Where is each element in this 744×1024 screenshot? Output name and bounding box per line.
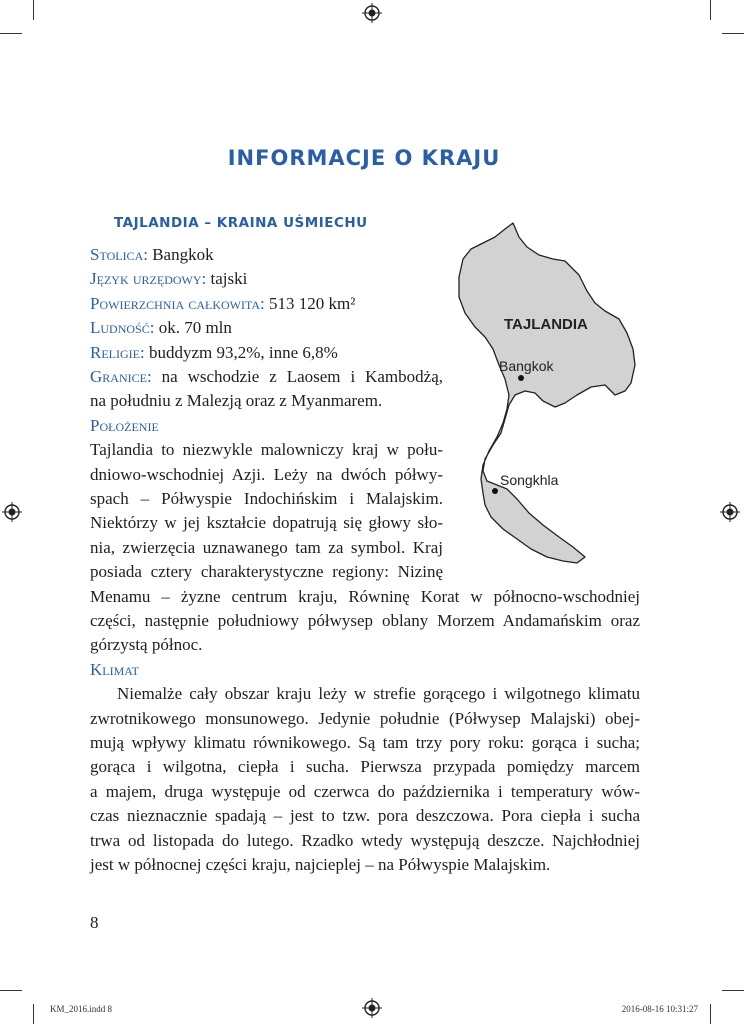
crop-mark-bottom-right-h (722, 990, 744, 991)
fact-religion (90, 341, 338, 365)
paragraph-line: gorąca i wilgotna, ciepła i sucha. Pierwsza przypada pomiędzy marcem (90, 757, 640, 777)
slug-timestamp: 2016-08-16 10:31:27 (621, 1004, 698, 1014)
page-number: 8 (90, 913, 99, 932)
fact-label: Powierzchnia całkowita: (90, 293, 265, 313)
fact-label: Granice: (90, 367, 152, 386)
map-city-label-songkhla: Songkhla (500, 472, 559, 488)
fact-language (90, 267, 247, 291)
fact-borders (90, 365, 443, 389)
paragraph-line: Menamu – żyzne centrum kraju, Równinę Korat w północno-wschodniej (90, 586, 640, 606)
crop-mark-bottom-left-v (33, 1004, 34, 1024)
thailand-outline (459, 223, 635, 563)
crop-mark-top-left-h (0, 33, 22, 34)
registration-mark-icon (720, 502, 740, 522)
section-heading-location: Położenie (90, 415, 159, 435)
crop-mark-top-left-v (33, 0, 34, 20)
paragraph-line: a majem, druga występuje od czerwca do października i temperatury wów- (90, 781, 640, 801)
paragraph-line: Niemalże cały obszar kraju leży w strefie gorącego i wilgotnego klimatu (117, 684, 640, 704)
paragraph-line: Niektórzy w jej kształcie dopatrują się głowy sło- (90, 513, 443, 533)
crop-mark-top-right-v (710, 0, 711, 20)
paragraph-line: Tajlandia to niezwykle malowniczy kraj w połu- (90, 440, 443, 460)
registration-mark-icon (362, 3, 382, 23)
paragraph-line: czas nieznacznie spadają – jest to tzw. pora deszczowa. Pora ciepła i sucha (90, 806, 640, 826)
fact-capital (90, 243, 214, 267)
registration-mark-icon (362, 998, 382, 1018)
crop-mark-top-right-h (722, 33, 744, 34)
section-subtitle: TAJLANDIA – KRAINA UŚMIECHU (114, 215, 368, 231)
section-heading-climate: Klimat (90, 659, 139, 679)
fact-area (90, 292, 355, 316)
fact-label: Ludność: (90, 318, 155, 338)
fact-value: ok. 70 mln (154, 318, 232, 338)
paragraph-line: nia, zwierzęcia uznawanego tam za symbol. Kraj (90, 537, 443, 557)
paragraph-line: górzystą północ. (90, 635, 203, 655)
registration-mark-icon (2, 502, 22, 522)
fact-value: na wschodzie z Laosem i Kambodżą, (151, 367, 443, 386)
fact-borders-continued: na południu z Malezją oraz z Myanmarem. (90, 391, 383, 411)
crop-mark-bottom-left-h (0, 990, 22, 991)
paragraph-line: jest w północnej części kraju, najcieplej – na Półwyspie Malajskim. (90, 855, 551, 874)
crop-mark-bottom-right-v (710, 1004, 711, 1024)
fact-value: tajski (206, 269, 248, 289)
slug-file-info: KM_2016.indd 8 (50, 1004, 113, 1014)
map-country-label: TAJLANDIA (504, 316, 588, 333)
paragraph-line: dniowo-wschodniej Azji. Leży na dwóch półwy- (90, 464, 443, 484)
paragraph-line: mują wpływy klimatu równikowego. Są tam trzy pory roku: gorąca i sucha; (90, 733, 640, 752)
fact-value: Bangkok (147, 245, 214, 264)
fact-label: Język urzędowy: (90, 269, 207, 289)
paragraph-line: posiada cztery charakterystyczne regiony: Nizinę (90, 562, 443, 582)
page-title: INFORMACJE O KRAJU (227, 146, 501, 170)
city-marker-songkhla (492, 488, 498, 494)
paragraph-line: zwrotnikowego monsunowego. Jedynie południe (Półwysep Malajski) obej- (90, 708, 640, 728)
city-marker-bangkok (518, 375, 524, 381)
fact-population (90, 316, 232, 340)
fact-label: Religie: (90, 342, 145, 362)
fact-label: Stolica: (90, 245, 148, 264)
map-city-label-bangkok: Bangkok (499, 358, 554, 374)
thailand-map (455, 215, 645, 575)
fact-value: buddyzm 93,2%, inne 6,8% (144, 342, 338, 362)
paragraph-line: części, następnie południowy półwysep oblany Morzem Andamańskim oraz (90, 611, 640, 630)
paragraph-line: trwa od listopada do lutego. Rzadko wtedy występują deszcze. Najchłodniej (90, 830, 640, 850)
paragraph-line: spach – Półwyspie Indochińskim i Malajskim. (90, 489, 443, 508)
fact-value: 513 120 km² (264, 293, 356, 313)
